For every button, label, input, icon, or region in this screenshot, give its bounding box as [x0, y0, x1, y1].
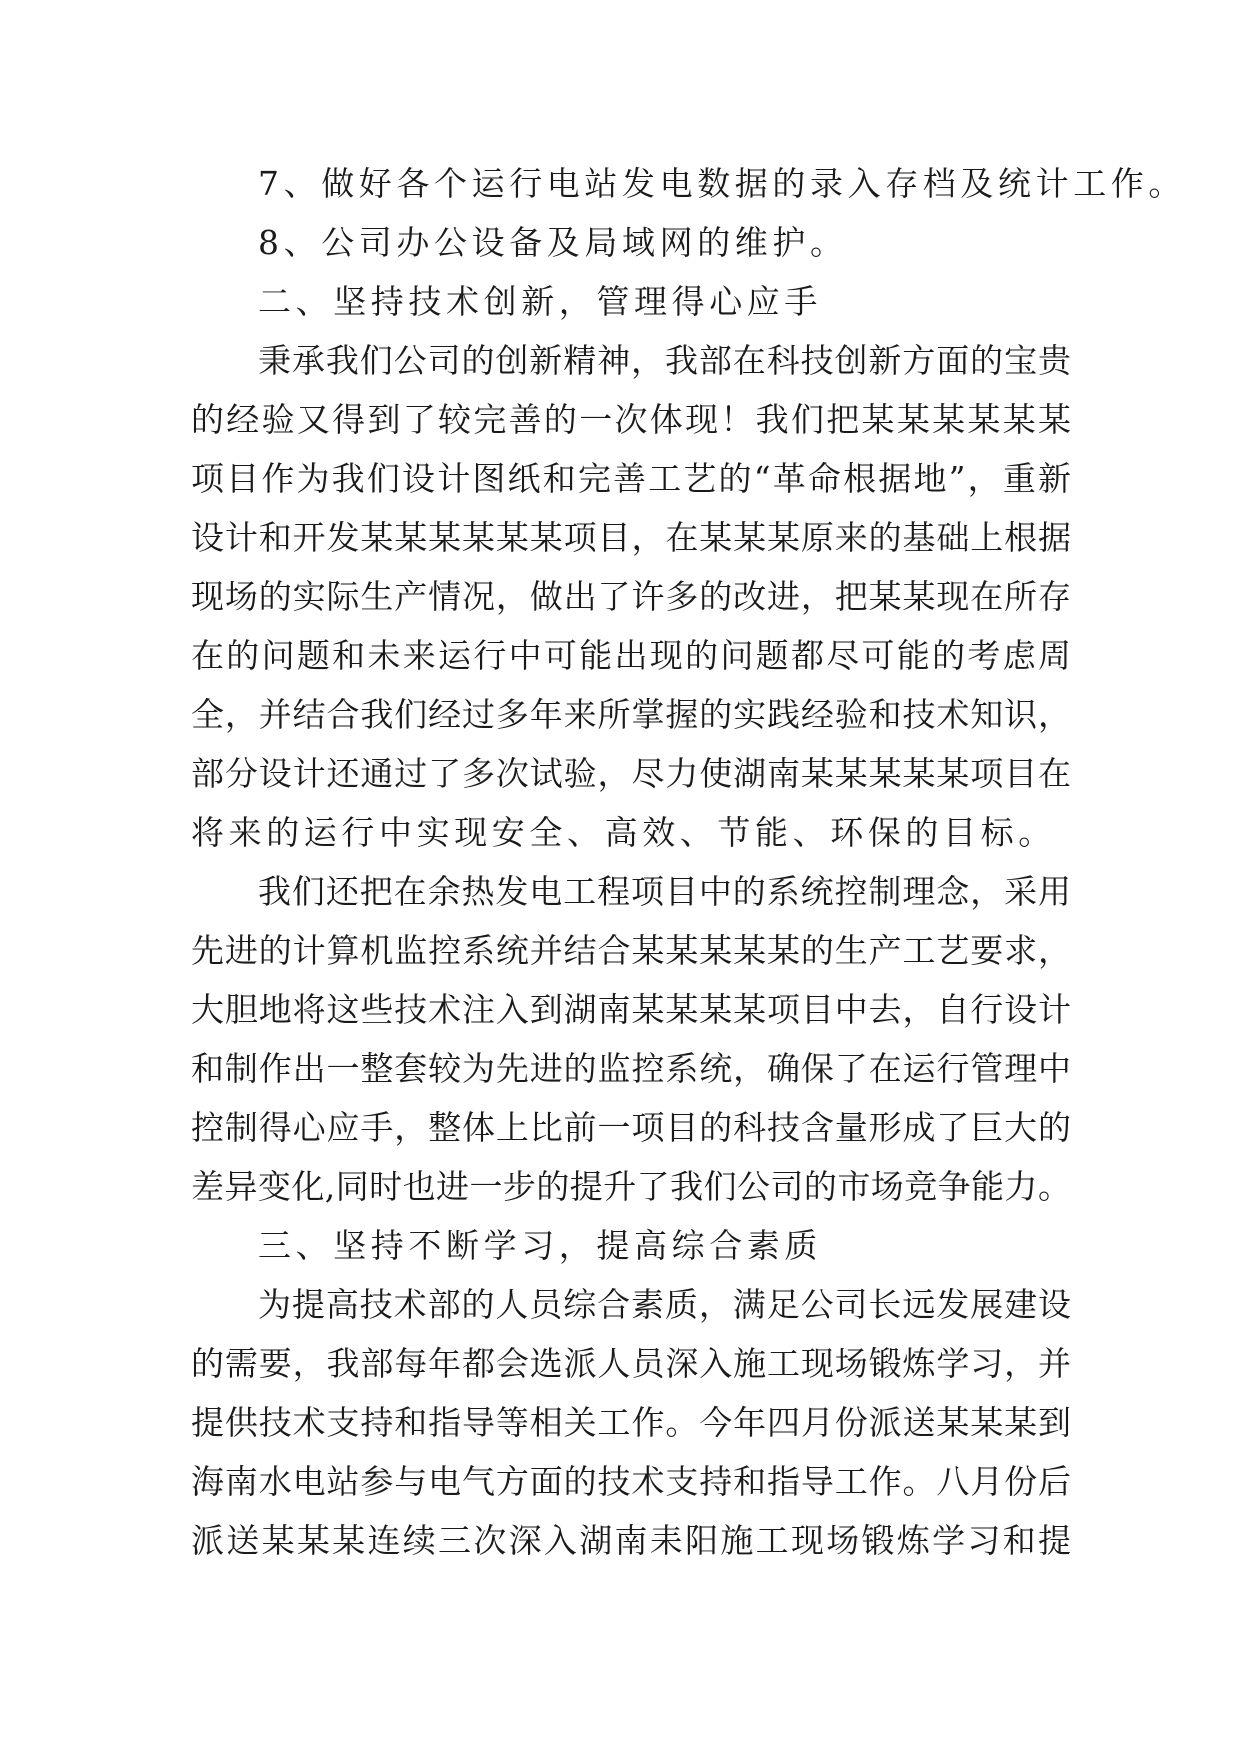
paragraph-line: 提供技术支持和指导等相关工作。今年四月份派送某某某到	[191, 1403, 1071, 1442]
paragraph-line: 设计和开发某某某某某某项目，在某某某原来的基础上根据	[191, 518, 1071, 557]
section-heading-2: 二、坚持技术创新，管理得心应手	[258, 282, 822, 321]
paragraph-line: 控制得心应手，整体上比前一项目的科技含量形成了巨大的	[191, 1108, 1071, 1147]
paragraph-line: 派送某某某连续三次深入湖南耒阳施工现场锻炼学习和提	[191, 1521, 1071, 1560]
paragraph-line: 全，并结合我们经过多年来所掌握的实践经验和技术知识，	[191, 695, 1071, 734]
paragraph-line: 为提高技术部的人员综合素质，满足公司长远发展建设	[258, 1285, 1071, 1324]
paragraph-line: 先进的计算机监控系统并结合某某某某某的生产工艺要求，	[191, 931, 1071, 970]
paragraph-line: 大胆地将这些技术注入到湖南某某某某项目中去，自行设计	[191, 990, 1071, 1029]
paragraph-line: 秉承我们公司的创新精神，我部在科技创新方面的宝贵	[258, 341, 1071, 380]
paragraph-line: 的经验又得到了较完善的一次体现！我们把某某某某某某	[191, 400, 1071, 439]
paragraph-line: 项目作为我们设计图纸和完善工艺的“革命根据地”，重新	[191, 459, 1071, 498]
paragraph-line: 部分设计还通过了多次试验，尽力使湖南某某某某某项目在	[191, 754, 1071, 793]
paragraph-line: 将来的运行中实现安全、高效、节能、环保的目标。	[191, 813, 1056, 852]
section-heading-3: 三、坚持不断学习，提高综合素质	[258, 1226, 822, 1265]
paragraph-line: 的需要，我部每年都会选派人员深入施工现场锻炼学习，并	[191, 1344, 1071, 1383]
paragraph-line: 和制作出一整套较为先进的监控系统，确保了在运行管理中	[191, 1049, 1071, 1088]
paragraph-line: 在的问题和未来运行中可能出现的问题都尽可能的考虑周	[191, 636, 1071, 675]
paragraph-line: 现场的实际生产情况，做出了许多的改进，把某某现在所存	[191, 577, 1071, 616]
list-item-7: 7、做好各个运行电站发电数据的录入存档及统计工作。	[258, 164, 1186, 203]
list-item-8: 8、公司办公设备及局域网的维护。	[258, 223, 848, 262]
paragraph-line: 海南水电站参与电气方面的技术支持和指导工作。八月份后	[191, 1462, 1071, 1501]
paragraph-line: 我们还把在余热发电工程项目中的系统控制理念，采用	[258, 872, 1071, 911]
paragraph-line: 差异变化,同时也进一步的提升了我们公司的市场竞争能力。	[191, 1167, 1071, 1206]
